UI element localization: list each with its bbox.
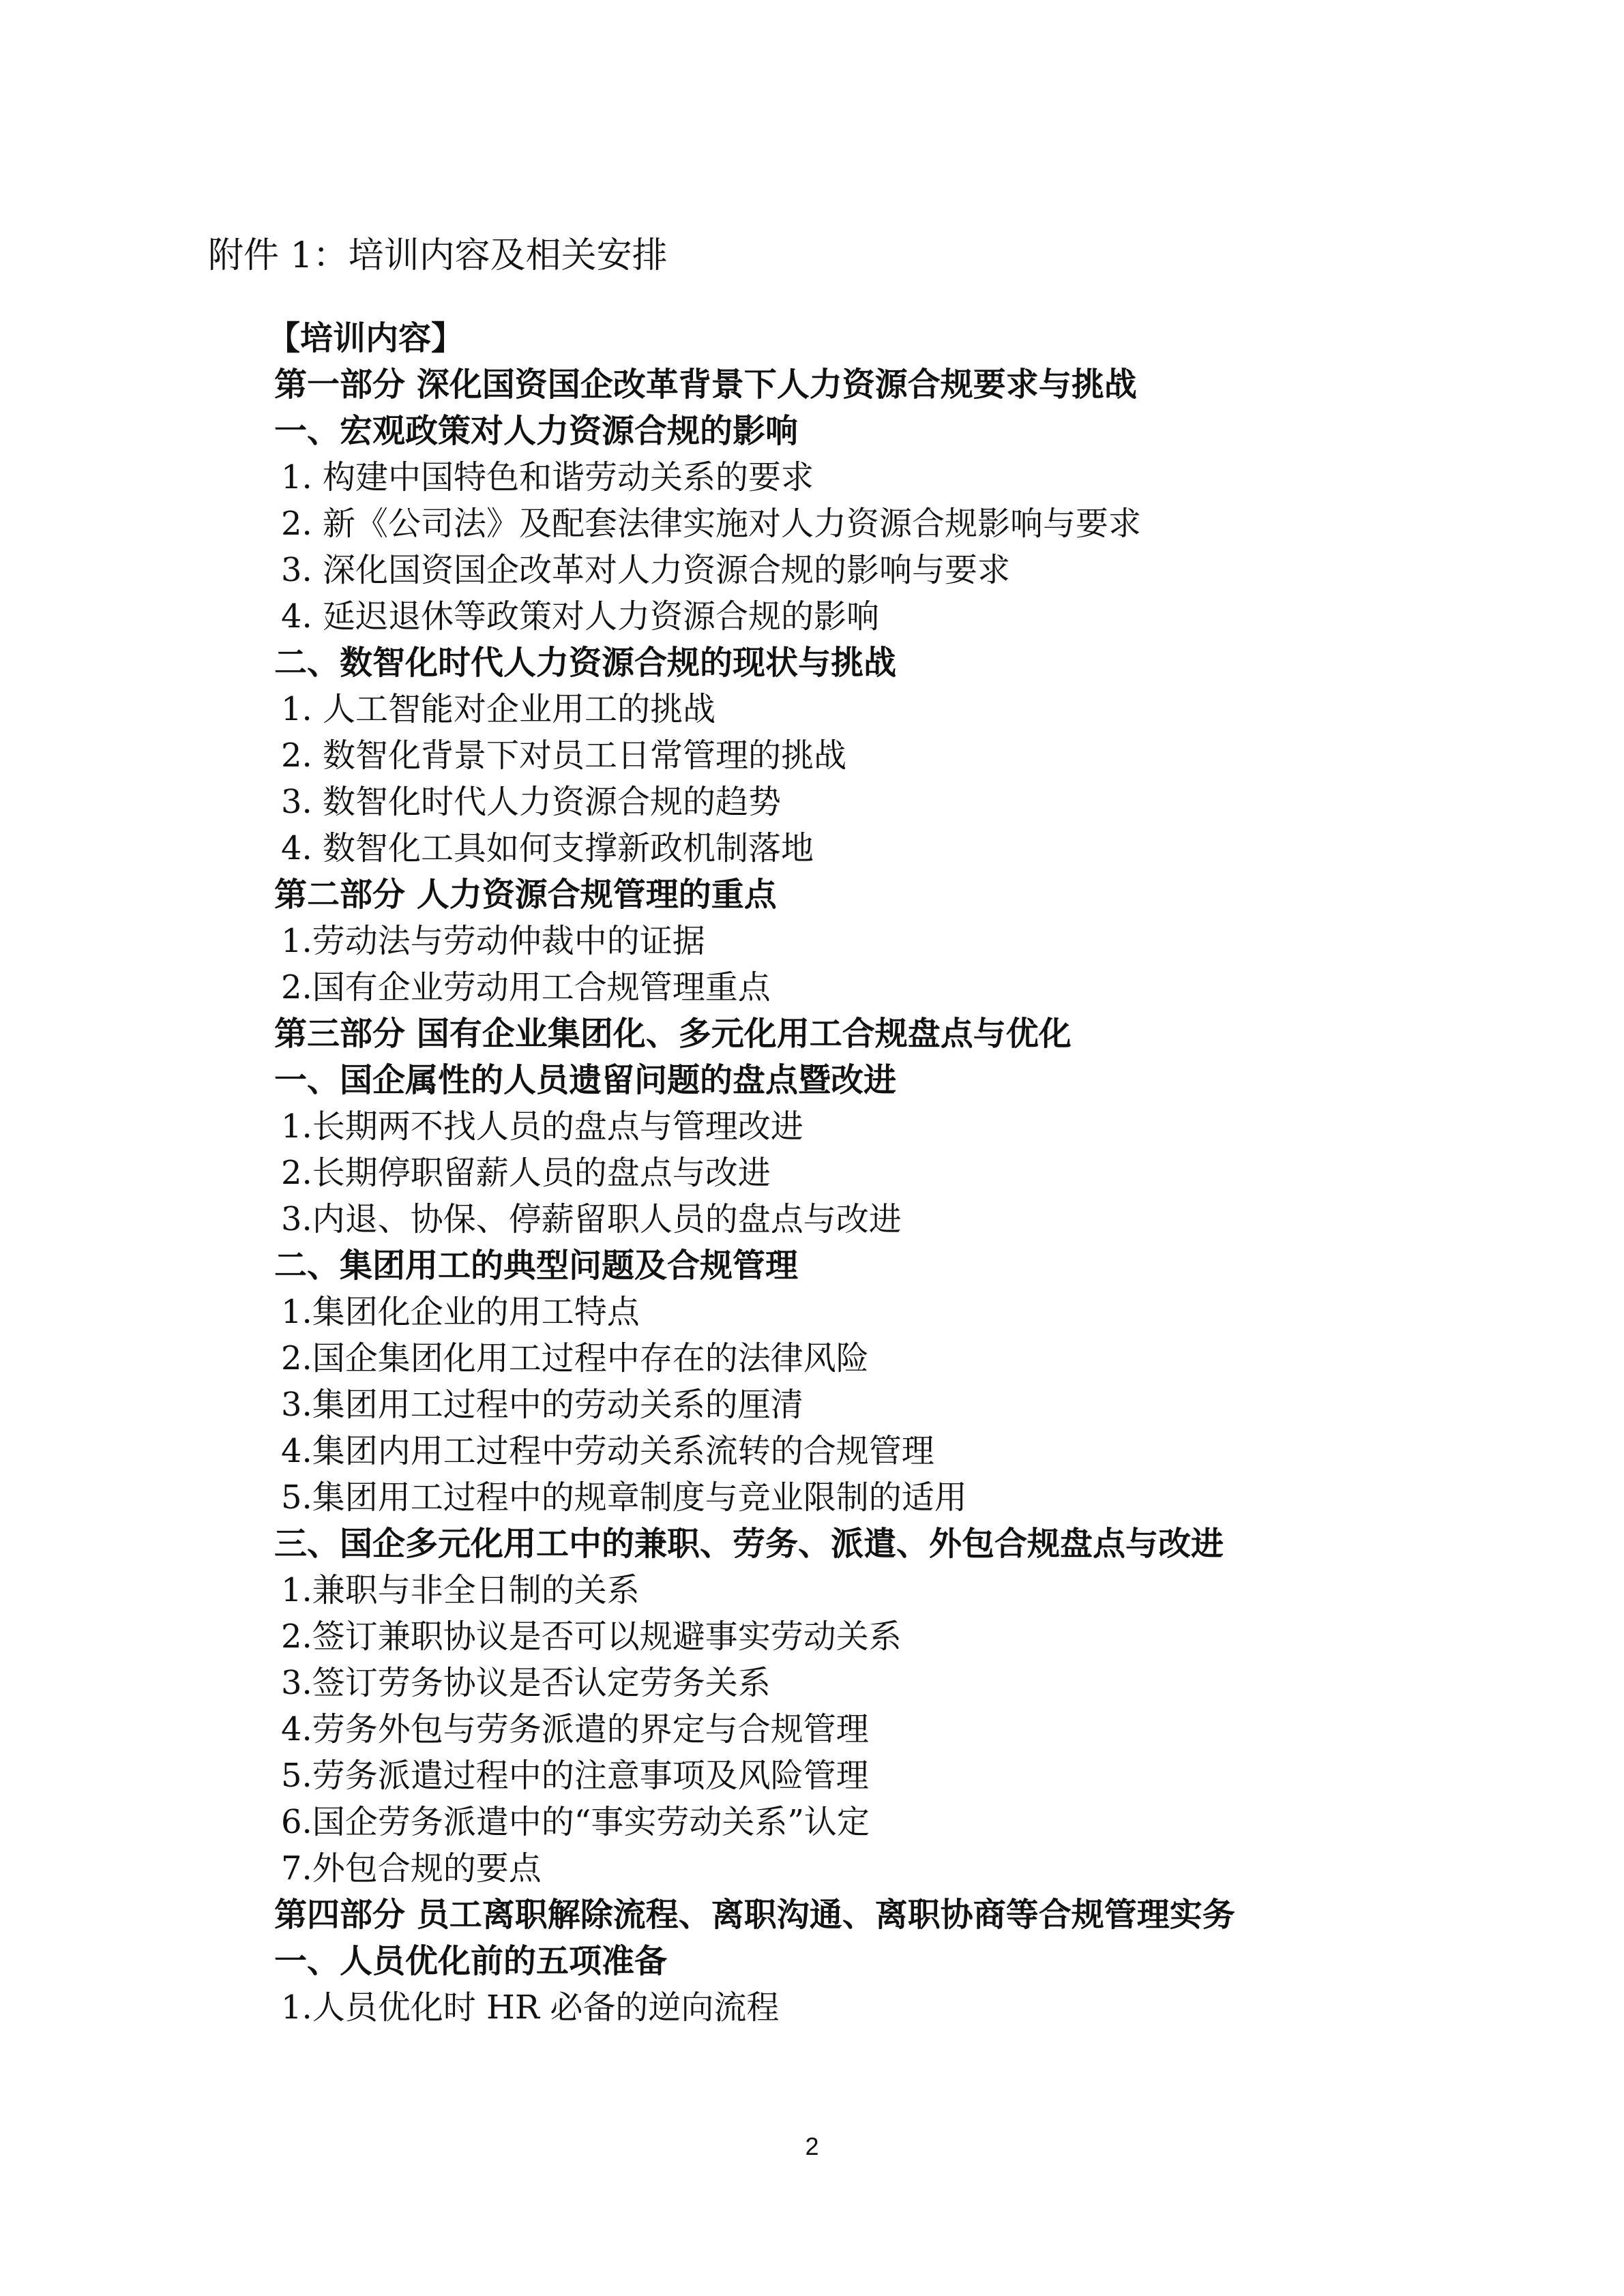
part-2-title: 第二部分 人力资源合规管理的重点 [274, 876, 777, 914]
list-item: 6.国企劳务派遣中的“事实劳动关系”认定 [281, 1803, 870, 1841]
part-1-section-1-title: 一、宏观政策对人力资源合规的影响 [274, 412, 799, 450]
list-item: 1.劳动法与劳动仲裁中的证据 [281, 922, 705, 960]
list-item: 5.劳务派遣过程中的注意事项及风险管理 [281, 1757, 869, 1795]
list-item: 4. 数智化工具如何支撑新政机制落地 [281, 829, 814, 867]
part-3-section-3-title: 三、国企多元化用工中的兼职、劳务、派遣、外包合规盘点与改进 [274, 1525, 1224, 1563]
list-item: 1.人员优化时 HR 必备的逆向流程 [281, 1988, 780, 2027]
list-item: 3.集团用工过程中的劳动关系的厘清 [281, 1386, 803, 1424]
page-number: 2 [805, 2132, 819, 2160]
list-item: 4.集团内用工过程中劳动关系流转的合规管理 [281, 1432, 934, 1470]
part-4-section-1-title: 一、人员优化前的五项准备 [274, 1942, 668, 1980]
list-item: 3. 数智化时代人力资源合规的趋势 [281, 783, 782, 821]
list-item: 2. 新《公司法》及配套法律实施对人力资源合规影响与要求 [281, 505, 1142, 543]
list-item: 1. 构建中国特色和谐劳动关系的要求 [281, 458, 814, 496]
list-item: 4.劳务外包与劳务派遣的界定与合规管理 [281, 1710, 869, 1748]
section-label: 【培训内容】 [267, 319, 464, 357]
list-item: 1.兼职与非全日制的关系 [281, 1571, 640, 1609]
list-item: 2.国有企业劳动用工合规管理重点 [281, 968, 771, 1007]
list-item: 2. 数智化背景下对员工日常管理的挑战 [281, 736, 847, 775]
list-item: 3.内退、协保、停薪留职人员的盘点与改进 [281, 1200, 902, 1238]
list-item: 5.集团用工过程中的规章制度与竞业限制的适用 [281, 1478, 967, 1517]
list-item: 2.国企集团化用工过程中存在的法律风险 [281, 1339, 869, 1377]
attachment-title: 附件 1：培训内容及相关安排 [208, 235, 668, 276]
list-item: 3.签订劳务协议是否认定劳务关系 [281, 1664, 771, 1702]
part-4-title: 第四部分 员工离职解除流程、离职沟通、离职协商等合规管理实务 [274, 1896, 1235, 1934]
list-item: 4. 延迟退休等政策对人力资源合规的影响 [281, 597, 880, 636]
list-item: 2.签订兼职协议是否可以规避事实劳动关系 [281, 1617, 902, 1656]
list-item: 3. 深化国资国企改革对人力资源合规的影响与要求 [281, 551, 1011, 589]
list-item: 1. 人工智能对企业用工的挑战 [281, 690, 716, 728]
list-item: 1.集团化企业的用工特点 [281, 1293, 640, 1331]
list-item: 2.长期停职留薪人员的盘点与改进 [281, 1154, 771, 1192]
list-item: 7.外包合规的要点 [281, 1849, 542, 1888]
part-3-section-1-title: 一、国企属性的人员遗留问题的盘点暨改进 [274, 1061, 897, 1099]
training-content [267, 315, 1563, 2031]
part-1-title: 第一部分 深化国资国企改革背景下人力资源合规要求与挑战 [274, 366, 1137, 404]
part-1-section-2-title: 二、数智化时代人力资源合规的现状与挑战 [274, 644, 897, 682]
part-3-section-2-title: 二、集团用工的典型问题及合规管理 [274, 1247, 799, 1285]
list-item: 1.长期两不找人员的盘点与管理改进 [281, 1107, 803, 1146]
part-3-title: 第三部分 国有企业集团化、多元化用工合规盘点与优化 [274, 1015, 1072, 1053]
